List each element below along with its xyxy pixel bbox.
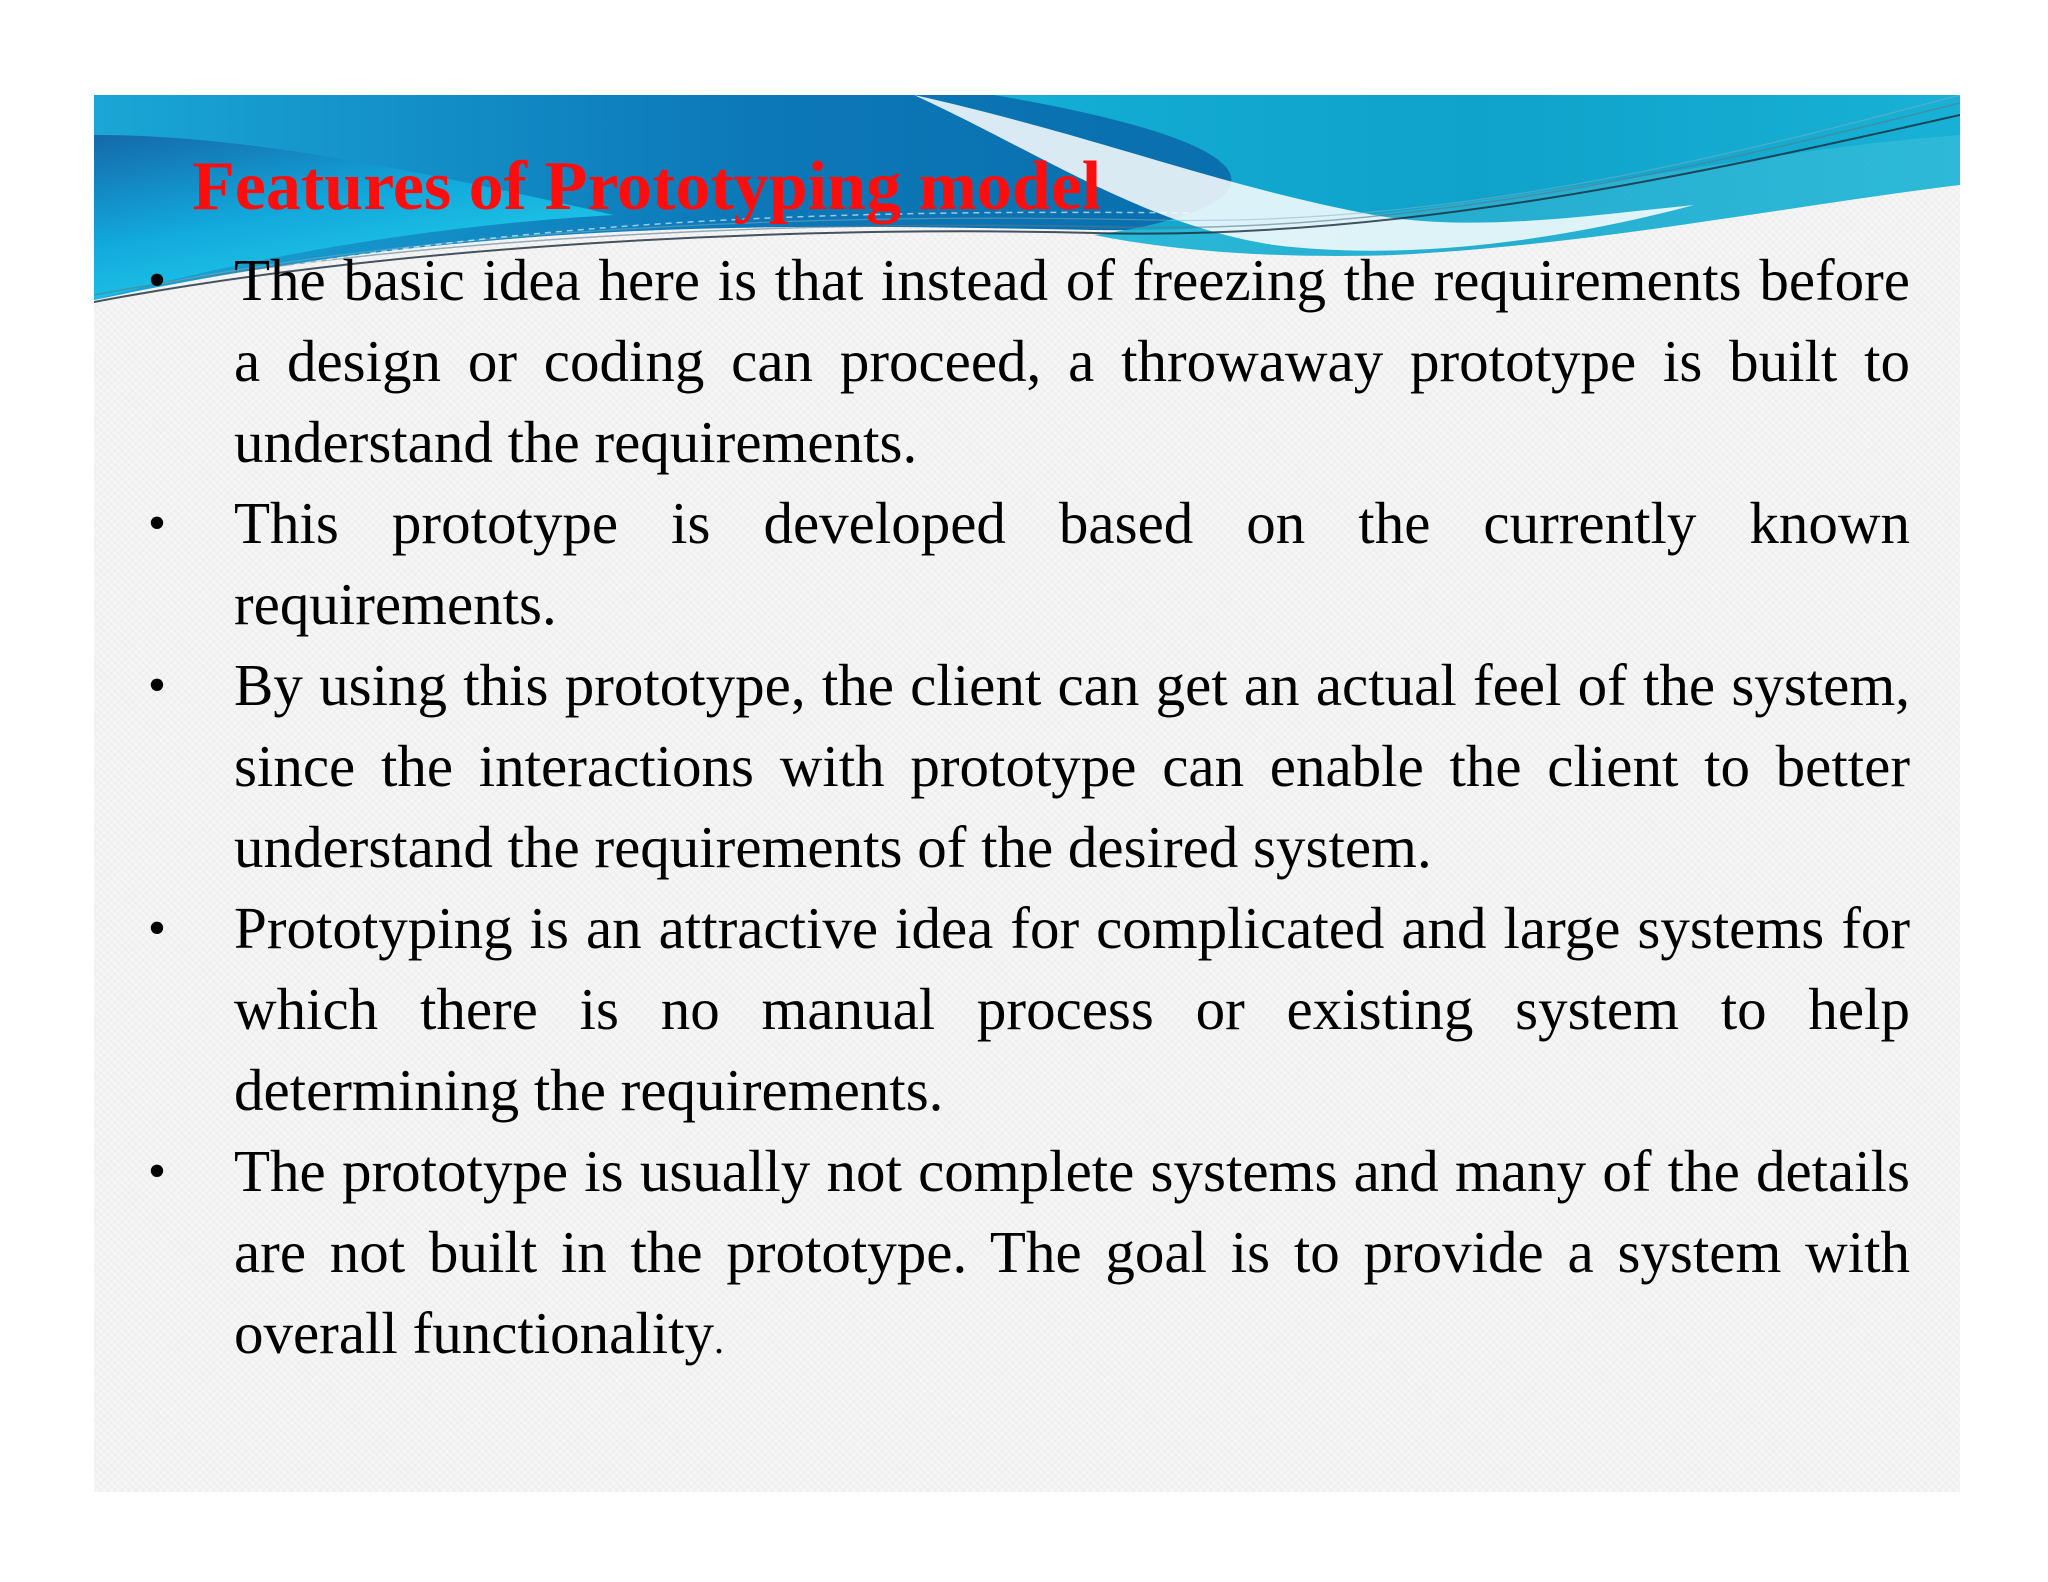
bullet-icon: • xyxy=(147,657,167,714)
bullet-icon: • xyxy=(147,495,167,552)
bullet-text: This prototype is developed based on the currently known requirements. xyxy=(234,490,1910,637)
bullet-icon: • xyxy=(147,252,167,309)
bullet-item xyxy=(147,645,1910,888)
bullet-text: Prototyping is an attractive idea for complicated and large systems for which there is no manual process or existing system to help determining the requirements. xyxy=(234,895,1910,1123)
bullet-list xyxy=(147,240,1910,1380)
slide xyxy=(94,95,1960,1492)
bullet-item xyxy=(147,888,1910,1131)
bullet-text-main: The prototype is usually not complete systems and many of the details are not built in the prototype. The goal is to provide a system with overall functionality xyxy=(234,1138,1910,1366)
bullet-icon: • xyxy=(147,900,167,957)
bullet-item xyxy=(147,483,1910,645)
bullet-text-trailing-period: . xyxy=(714,1317,725,1362)
bullet-text: The basic idea here is that instead of freezing the requirements before a design or coding can proceed, a throwaway prototype is built to understand the requirements. xyxy=(234,247,1910,475)
bullet-text: By using this prototype, the client can get an actual feel of the system, since the interactions with prototype can enable the client to better understand the requirements of the desired system. xyxy=(234,652,1910,880)
bullet-icon: • xyxy=(147,1143,167,1200)
bullet-text xyxy=(234,1131,1910,1380)
bullet-item xyxy=(147,1131,1910,1380)
bullet-item xyxy=(147,240,1910,483)
slide-title: Features of Prototyping model xyxy=(192,148,1102,225)
